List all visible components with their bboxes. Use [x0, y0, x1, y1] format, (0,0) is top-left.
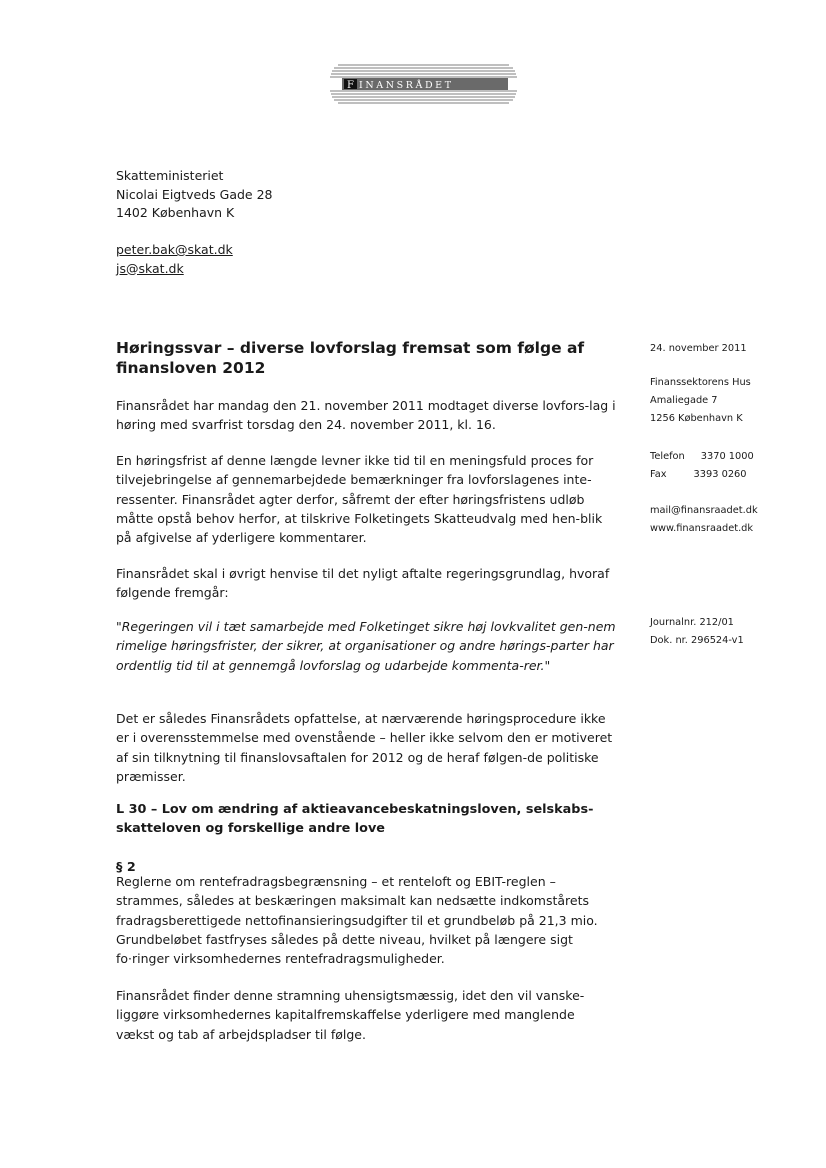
phone-row [650, 448, 754, 466]
phone-label: Telefon [650, 451, 685, 462]
sidebar-web [650, 502, 758, 538]
paragraph-intro: Finansrådet har mandag den 21. november 2011 modtaget diverse lovfors-lag i høring med svarfrist torsdag den 24. november 2011, kl. 16. [116, 398, 616, 433]
recipient-line: Nicolai Eigtveds Gade 28 [116, 186, 273, 202]
recipient-emails [116, 241, 233, 278]
phone-number: 3370 1000 [700, 451, 754, 462]
org-city: 1256 København K [650, 413, 743, 424]
document-title: Høringssvar – diverse lovforslag fremsat som følge af finansloven 2012 [116, 339, 585, 377]
org-website[interactable]: www.finansraadet.dk [650, 523, 754, 534]
paragraph-opinion: Det er således Finansrådets opfattelse, at nærværende høringsprocedure ikke er i overensstemmelse med ovenstående – heller ikke selvom den er motiveret af sin tilknytning til finanslovsaftalen for 2012 og de heraf følgen-de politiske præmisser. [116, 711, 613, 784]
paragraph-government-basis: Finansrådet skal i øvrigt henvise til det nyligt aftalte regeringsgrundlag, hvoraf følgende fremgår: [116, 566, 610, 601]
fax-row [650, 466, 754, 484]
org-street: Amaliegade 7 [650, 395, 718, 406]
svg-text:F: F [347, 80, 354, 91]
fax-number: 3393 0260 [693, 469, 747, 480]
finansraadet-logo [330, 62, 517, 106]
sidebar-contact [650, 448, 754, 484]
sidebar-date [650, 340, 747, 358]
paragraph-conclusion: Finansrådet finder denne stramning uhensigtsmæssig, idet den vil vanske-liggøre virksomhedernes kapitalfremskaffelse yderligere med manglende vækst og tab af arbejdspladser til følge. [116, 988, 585, 1042]
email-link[interactable]: peter.bak@skat.dk [116, 242, 233, 257]
paragraph-mark: § 2 [116, 860, 136, 875]
fax-label: Fax [650, 469, 667, 480]
document-number: Dok. nr. 296524-v1 [650, 635, 744, 646]
org-name: Finanssektorens Hus [650, 377, 751, 388]
journal-number: Journalnr. 212/01 [650, 617, 734, 628]
svg-text:INANSRÅDET: INANSRÅDET [359, 80, 454, 91]
org-email[interactable]: mail@finansraadet.dk [650, 505, 758, 516]
section-heading-l30: L 30 – Lov om ændring af aktieavancebeskatningsloven, selskabs-skatteloven og forskellige andre love [116, 802, 594, 837]
quote-government: "Regeringen vil i tæt samarbejde med Folketinget sikre høj lovkvalitet gen-nem rimelige høringsfrister, der sikrer, at organisationer og andre hørings-parter har ordentlig tid til at gennemgå lovforslag og udarbejde kommenta-rer." [116, 619, 616, 673]
paragraph-hearing-deadline: En høringsfrist af denne længde levner ikke tid til en meningsfuld proces for tilvejebringelse af gennemarbejdede bemærkninger fra lovforslagenes inte-ressenter. Finansrådet agter derfor, såfremt der efter høringsfristens udløb måtte opstå behov herfor, at tilskrive Folketingets Skatteudvalg med hen-blik på afgivelse af yderligere kommentarer. [116, 453, 603, 546]
date-text: 24. november 2011 [650, 343, 747, 354]
sidebar-address [650, 374, 751, 428]
email-link[interactable]: js@skat.dk [116, 260, 184, 276]
recipient-line: 1402 København K [116, 205, 235, 220]
recipient-address [116, 167, 273, 223]
sidebar-reference [650, 614, 744, 650]
paragraph-interest-rules: Reglerne om rentefradragsbegrænsning – et renteloft og EBIT-reglen – strammes, således at beskæringen maksimalt kan nedsætte indkomstårets fradragsberettigede nettofinansieringsudgifter til et grundbeløb på 21,3 mio. Grundbeløbet fastfryses således på dette niveau, hvilket på længere sigt fo·ringer virksomhedernes rentefradragsmuligheder. [116, 874, 598, 967]
recipient-line: Skatteministeriet [116, 168, 224, 183]
